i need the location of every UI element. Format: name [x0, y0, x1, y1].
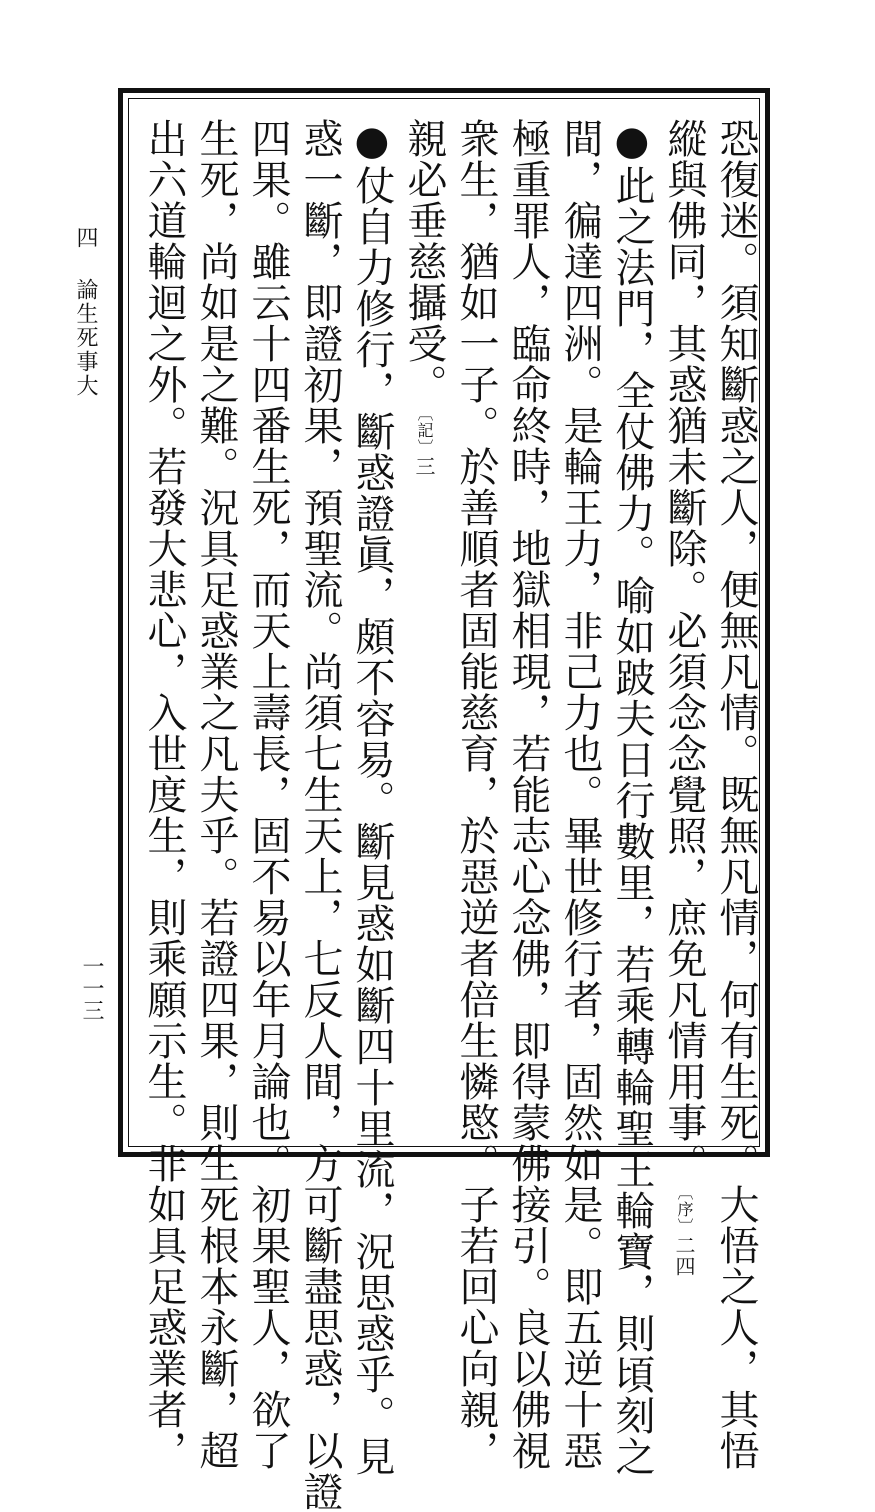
column-text: 惑一斷，即證初果，預聖流。尚須七生天上，七反人間，方可斷盡思惑，以證: [297, 118, 343, 1512]
source-note-number: 二四: [672, 1235, 696, 1277]
column-text: 出六道輪迴之外。若發大悲心，入世度生，則乘願示生。非如具足惑業者，: [141, 118, 187, 1471]
source-note-number: 三: [412, 456, 436, 477]
column-text: 親必垂慈攝受。: [401, 118, 447, 405]
text-column-3: [608, 118, 656, 1477]
text-column-11: [192, 118, 240, 1471]
page-number: 一一三: [79, 955, 104, 1021]
column-text: 間，徧達四洲。是輪王力，非己力也。畢世修行者，固然如是。即五逆十惡: [557, 118, 603, 1471]
text-column-5: [504, 118, 552, 1471]
text-column-4: [556, 118, 604, 1471]
text-column-8: [348, 118, 396, 1477]
column-text: 衆生，猶如一子。於善順者固能慈育，於惡逆者倍生憐愍。子若回心向親，: [453, 118, 499, 1471]
text-column-2: [660, 118, 708, 1277]
column-text: 恐復迷。須知斷惑之人，便無凡情。既無凡情，何有生死。大悟之人，其悟: [713, 118, 759, 1471]
text-column-1: [712, 118, 760, 1471]
column-text: 縱與佛同，其惑猶未斷除。必須念念覺照，庶免凡情用事。: [661, 118, 707, 1184]
text-column-12: [140, 118, 188, 1471]
text-column-7: [400, 118, 448, 477]
source-note-bracket: 〔記〕: [415, 405, 434, 456]
margin-chapter-title: 論生死事大: [73, 278, 98, 398]
column-text: 四果。雖云十四番生死，而天上壽長，固不易以年月論也。初果聖人，欲了: [245, 118, 291, 1471]
column-text: ●仗自力修行，斷惑證眞，頗不容易。斷見惑如斷四十里流，況思惑乎。見: [349, 118, 395, 1477]
source-note: [413, 405, 435, 477]
text-column-10: [244, 118, 292, 1471]
source-note: [673, 1184, 695, 1277]
text-column-6: [452, 118, 500, 1471]
margin-chapter-number: 四: [73, 226, 98, 248]
column-text: 生死，尚如是之難。況具足惑業之凡夫乎。若證四果，則生死根本永斷，超: [193, 118, 239, 1471]
text-column-9: [296, 118, 344, 1512]
column-text: ●此之法門，全仗佛力。喻如跛夫日行數里，若乘轉輪聖王輪寶，則頃刻之: [609, 118, 655, 1477]
column-text: 極重罪人，臨命終時，地獄相現，若能志心念佛，即得蒙佛接引。良以佛視: [505, 118, 551, 1471]
source-note-bracket: 〔序〕: [675, 1184, 694, 1235]
